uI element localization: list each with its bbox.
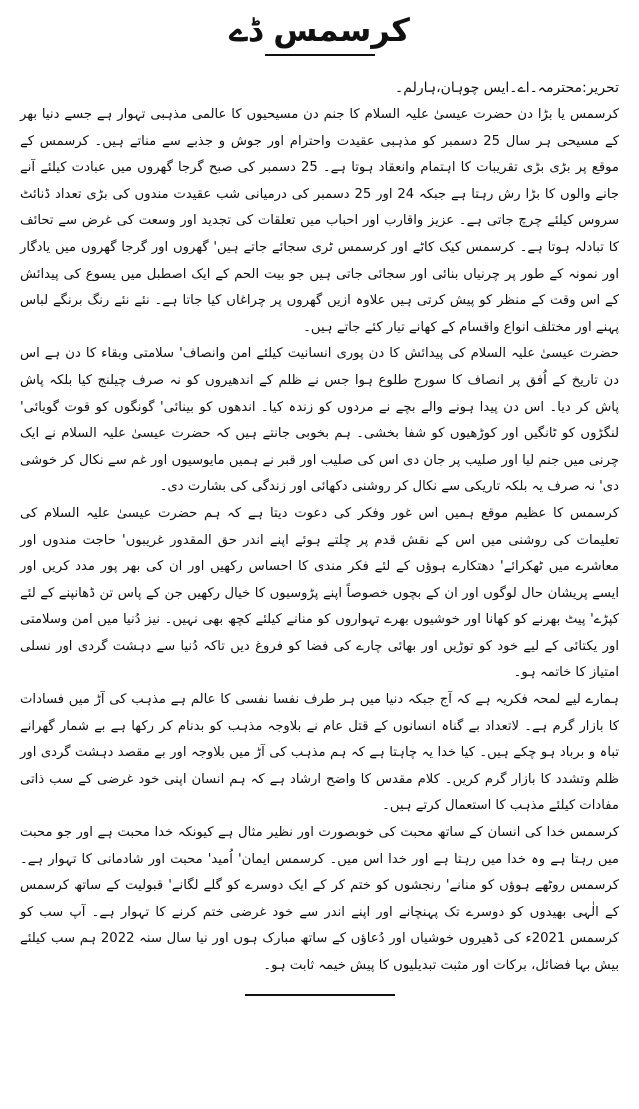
author-byline: تحریر:محترمہ۔اے۔ایس چوہان،ہارلم۔	[395, 80, 619, 96]
paragraph-4: ہمارے لیے لمحہ فکریہ ہے کہ آج جبکہ دنیا میں ہر طرف نفسا نفسی کا عالم ہے مذہب کی آڑ میں فسادات کا بازار گرم ہے۔ لاتعداد بے گناہ انسانوں کے قتل عام نے بلاوجہ مذہب کو بدنام کر رکھا ہے بے شمار گھرانے تباہ و برباد ہو چکے ہیں۔ کیا خدا یہ چاہتا ہے کہ ہم مذہب کی آڑ میں بلاوجہ اور بے مقصد دہشت گردی اور ظلم وتشدد کا بازار گرم کریں۔ کلام مقدس کا واضح ارشاد ہے کہ ہم انسان اپنی خود غرضی کے سب ذاتی مفادات کیلئے مذہب کا استعمال کرتے ہیں۔	[20, 692, 619, 814]
article-title: کرسمس ڈے	[229, 11, 410, 49]
paragraph-5: کرسمس خدا کی انسان کے ساتھ محبت کی خوبصورت اور نظیر مثال ہے کیونکہ خدا محبت ہے اور جو محبت میں رہتا ہے وہ خدا میں رہتا ہے اور خدا اس میں۔ کرسمس ایمان' اُمید' محبت اور شادمانی کا تہوار ہے۔ کرسمس روٹھے ہوؤں کو منانے' رنجشوں کو ختم کر کے ایک دوسرے کو گلے لگانے' قبولیت کے ساتھ کرسمس کے الٰہی بھیدوں کو دوسرے تک پہنچانے اور اپنے اندر سے خود غرضی ختم کرنے کا تہوار ہے۔ آپ سب کو کرسمس 2021ء کی ڈھیروں خوشیاں اور دُعاؤں کے ساتھ مبارک ہوں اور نیا سال سنہ 2022 ہم سب کیلئے بیش بہا فضائل، برکات اور مثبت تبدیلیوں کا پیش خیمہ ثابت ہو۔	[20, 825, 619, 973]
paragraph-3: کرسمس کا عظیم موقع ہمیں اس غور وفکر کی دعوت دیتا ہے کہ ہم حضرت عیسیٰ علیہ السلام کی تعلیمات کی روشنی میں اس کے نقش قدم پر چلتے ہوئے اپنے اندر حق المقدور غریبوں' حاجت مندوں اور معاشرے میں ٹھکرائے' دھتکارے ہوؤں کے لئے فکر مندی کا احساس رکھیں اور ان کی بھر پور مدد کریں اور ایسے پریشان حال لوگوں اور ان کے بچوں خصوصاً اپنے پڑوسیوں کا خیال رکھیں جن کے پاس تن ڈھانپنے کے لئے کپڑے' پیٹ بھرنے کو کھانا اور خوشیوں بھرے تہواروں کو منانے کیلئے کچھ بھی نہیں۔ نیز دُنیا میں امن وسلامتی اور یکتائی کے لیے خود کو توڑیں اور بھائی چارے کی فضا کو فروغ دیں تاکہ دُنیا سے دہشت گردی اور نسلی امتیاز کا خاتمہ ہو۔	[20, 505, 619, 681]
paragraph-1: کرسمس یا بڑا دن حضرت عیسیٰ علیہ السلام کا جنم دن مسیحیوں کا عالمی مذہبی تہوار ہے جسے دنیا بھر کے مسیحی ہر سال 25 دسمبر کو مذہبی عقیدت واحترام اور جوش و جذبے سے مناتے ہیں۔ کرسمس کے موقع پر بڑی بڑی تقریبات کا اہتمام وانعقاد ہوتا ہے۔ 25 دسمبر کی صبح گرجا گھروں میں عبادت کیلئے آنے جانے والوں کا بڑا رش رہتا ہے جبکہ 24 اور 25 دسمبر کی درمیانی شب عقیدت مندوں کی بڑی تعداد ڈنائٹ سروس کیلئے چرچ جاتی ہے۔ عزیز واقارب اور احباب میں تعلقات کی تجدید اور وسعت کی غرض سے تحائف کا تبادلہ ہوتا ہے۔ کرسمس کیک کاٹے اور کرسمس ٹری سجائے جاتے ہیں' گھروں اور گرجا گھروں میں یادگار اور نمونہ کے طور پر چرنیاں بنائی اور سجائی جاتی ہیں جو بیت الحم کے ایک اصطبل میں یسوع کی پیدائش کے اس وقت کے منظر کو پیش کرتی ہیں علاوہ ازیں گھروں پر چراغاں کیا جاتا ہے۔ نئے نئے رنگ برنگے لباس پہنے اور مختلف انواع واقسام کے کھانے تیار کئے جاتے ہیں۔	[20, 107, 620, 335]
article-body	[20, 102, 619, 980]
end-divider	[245, 994, 395, 996]
paragraph-2: حضرت عیسیٰ علیہ السلام کی پیدائش کا دن پوری انسانیت کیلئے امن وانصاف' سلامتی وبقاء کا دن ہے اس دن تاریخ کے اُفق پر انصاف کا سورج طلوع ہوا جس نے ظلم کے اندھیروں کو نہ صرف چیلنج کیا بلکہ پاش پاش کر دیا۔ اس دن پیدا ہونے والے بچے نے مردوں کو زندہ کیا۔ اندھوں کو بینائی' گونگوں کو قوت گویائی' لنگڑوں کو ٹانگیں اور کوڑھیوں کو شفا بخشی۔ ہم بخوبی جانتے ہیں کہ حضرت عیسیٰ علیہ السلام نے ایک چرنی میں جنم لیا اور صلیب پر جان دی اس کی صلیب اور قبر نے ہمیں مایوسیوں اور غم سے نکال کر خوشی دی' نہ صرف یہ بلکہ تاریکی سے نکال کر روشنی دکھائی اور زندگی کی بشارت دی۔	[20, 346, 619, 495]
title-underline	[265, 54, 375, 56]
